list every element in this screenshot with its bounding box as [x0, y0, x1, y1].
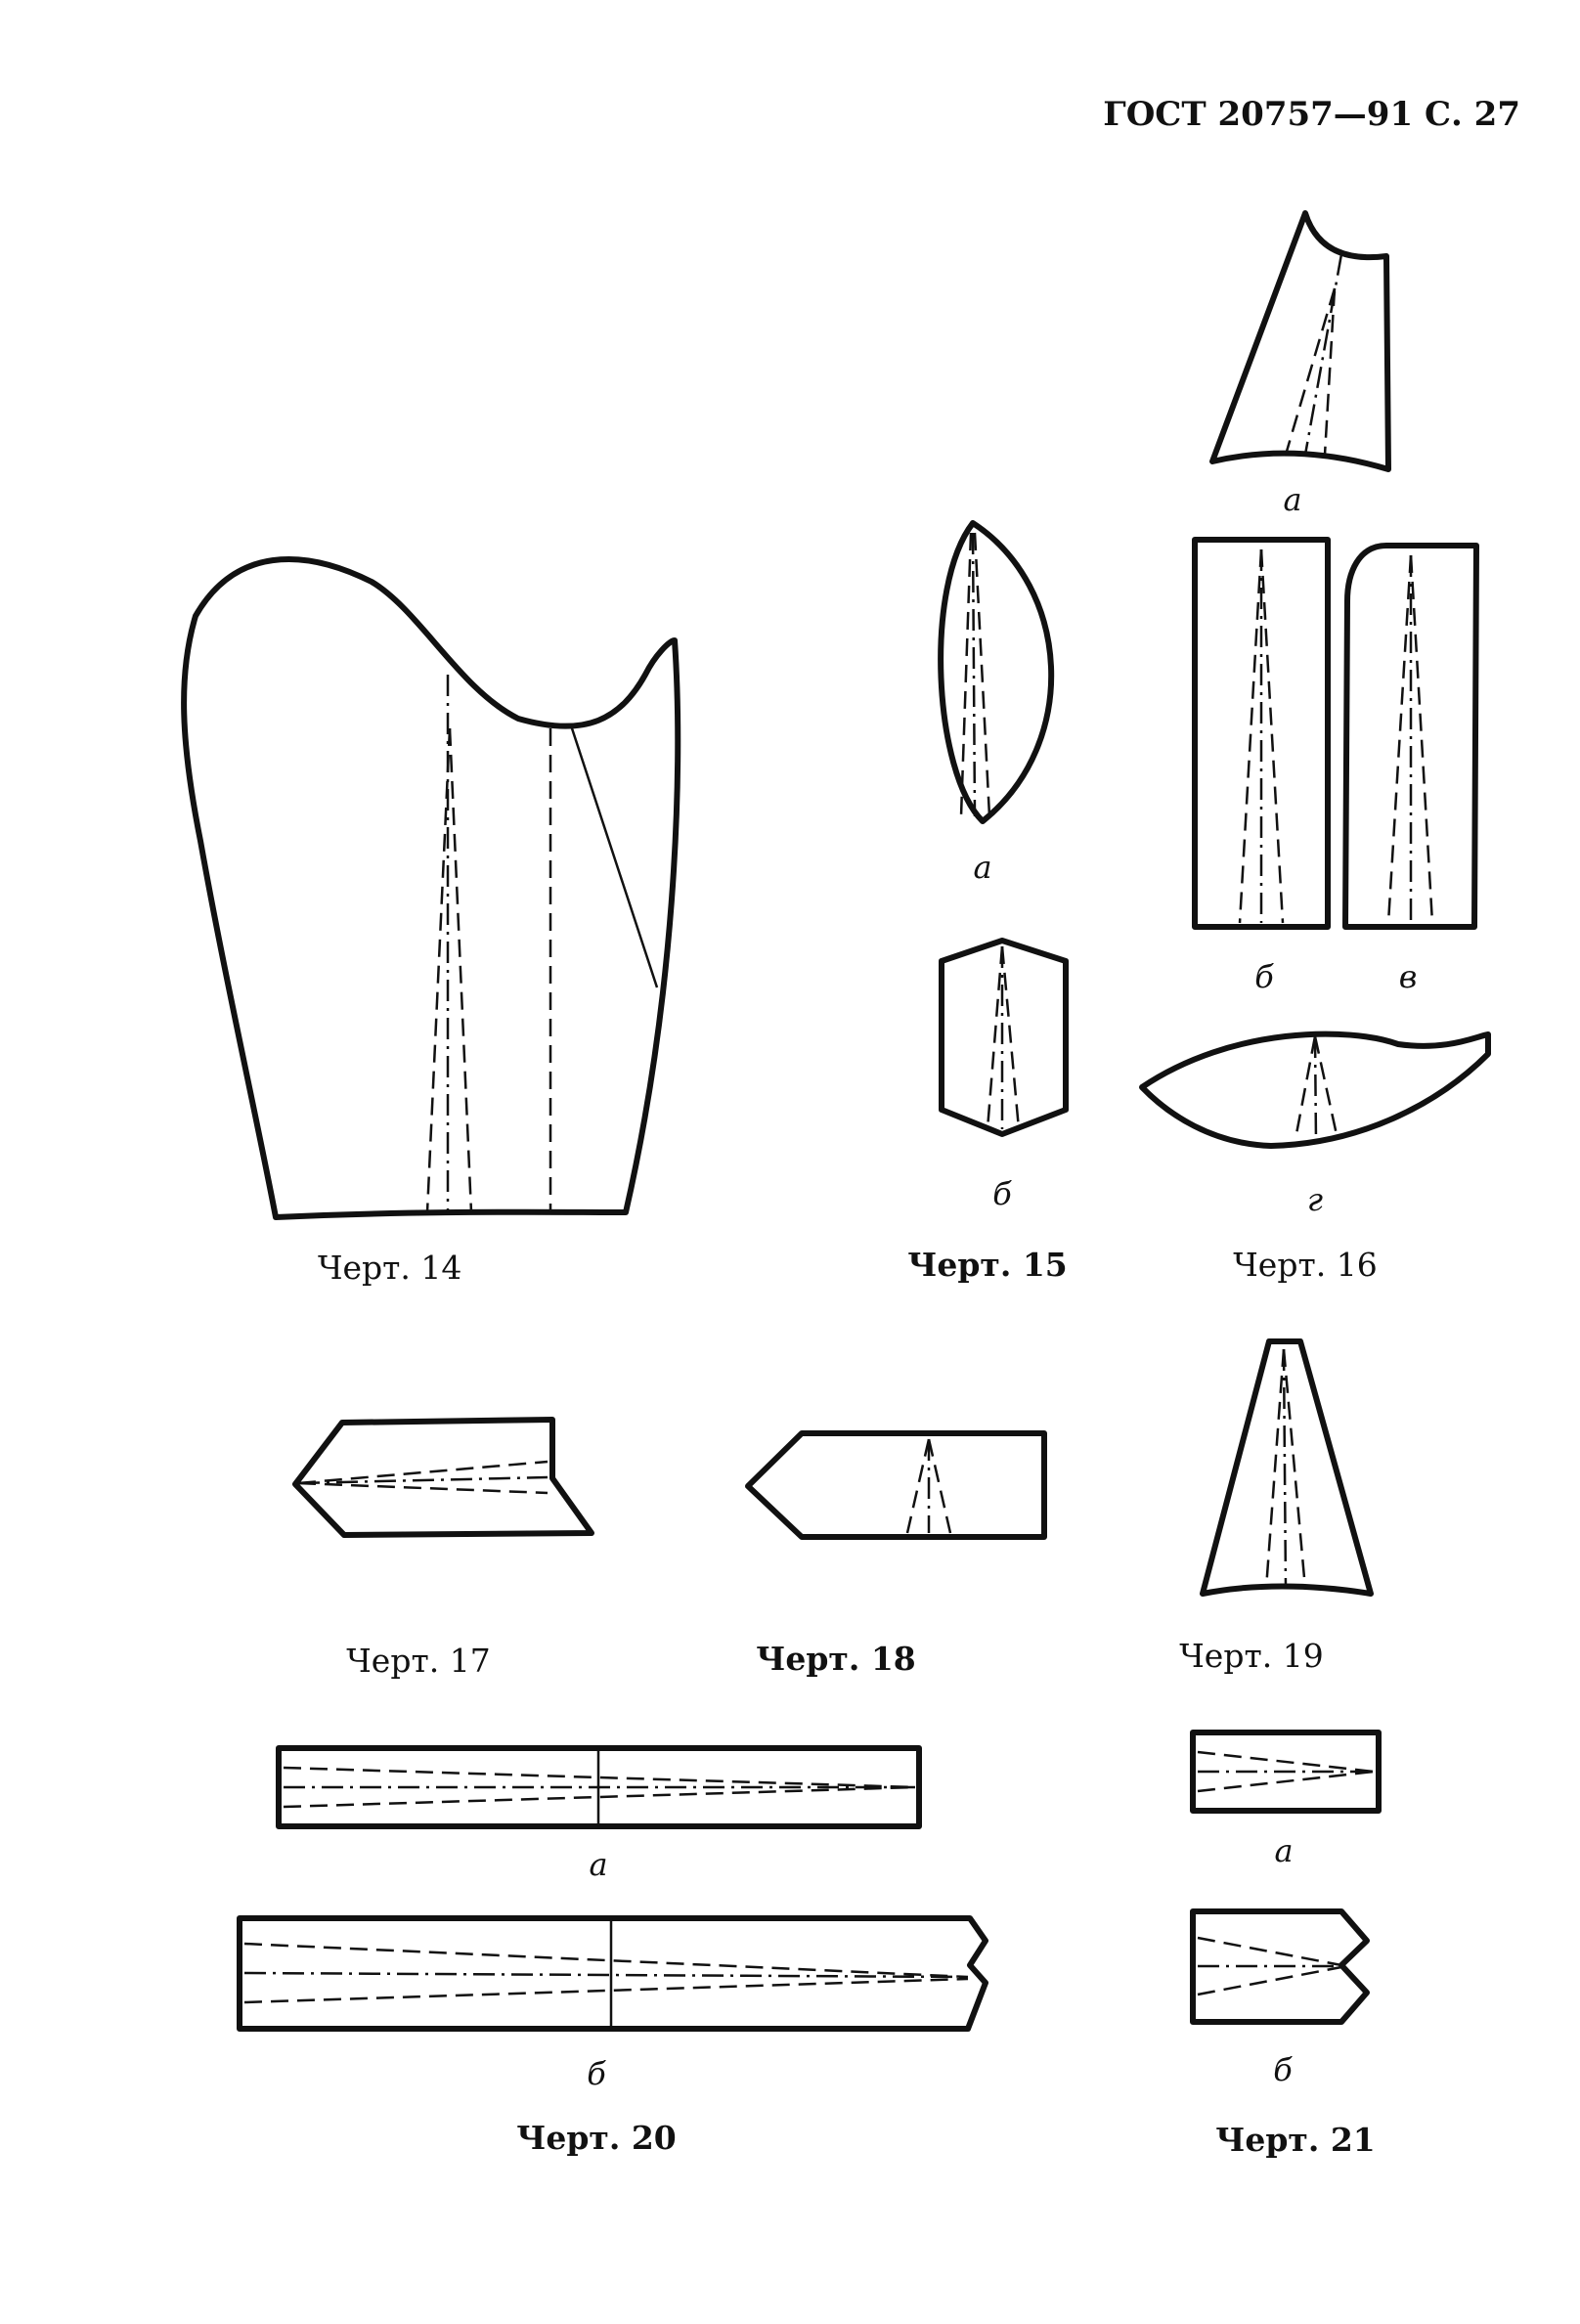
fig19-dart-left — [1266, 1349, 1284, 1589]
page-header: ГОСТ 20757—91 С. 27 — [1103, 95, 1520, 134]
fig16-caption: Черт. 16 — [1233, 1246, 1378, 1284]
fig17-dart-bottom — [298, 1483, 548, 1493]
fig15-caption: Черт. 15 — [907, 1246, 1068, 1284]
figure-14-sleeve-drawing — [184, 559, 678, 1287]
fig16g-dart-right — [1315, 1036, 1338, 1139]
fig16v-dart-left — [1388, 555, 1411, 923]
fig19-axis — [1284, 1349, 1286, 1589]
fig17-caption: Черт. 17 — [346, 1642, 491, 1680]
fig15a-dart-right — [975, 533, 989, 816]
fig21a-dart-top — [1198, 1752, 1374, 1772]
fig21a-label: а — [1274, 1832, 1294, 1869]
fig20b-dart-bottom — [244, 1979, 968, 2002]
fig16g-dart-left — [1295, 1036, 1315, 1139]
fig14-dart-right — [450, 728, 471, 1212]
fig16b-label: б — [1254, 958, 1274, 995]
fig19-caption: Черт. 19 — [1179, 1637, 1324, 1675]
figure-17-drawing — [295, 1420, 592, 1680]
fig15b-label: б — [992, 1175, 1012, 1212]
fig20-caption: Черт. 20 — [516, 2119, 677, 2157]
fig21b-dart-top — [1198, 1938, 1341, 1965]
fig16a-dart-right — [1325, 288, 1335, 455]
fig16v-dart-right — [1411, 555, 1432, 923]
fig20b-label: б — [587, 2055, 606, 2092]
fig14-caption: Черт. 14 — [318, 1249, 462, 1287]
figure-21-drawing — [1193, 1732, 1379, 2159]
figure-19-drawing — [1179, 1341, 1371, 1675]
fig15b-dart-right — [1002, 946, 1019, 1129]
fig18-dart-left — [907, 1439, 929, 1533]
fig20b-dart-top — [244, 1944, 968, 1977]
fig21-caption: Черт. 21 — [1215, 2121, 1376, 2159]
fig20b-axis — [244, 1973, 968, 1977]
fig16a-label: а — [1283, 481, 1302, 518]
figure-15-drawing — [907, 523, 1068, 1284]
fig14-seam-line — [572, 728, 657, 987]
figure-18-drawing — [748, 1433, 1044, 1678]
fig18-outline — [748, 1433, 1044, 1537]
fig16b-dart-right — [1261, 549, 1283, 923]
fig21b-dart-bottom — [1198, 1967, 1341, 1995]
fig15a-label: а — [973, 849, 992, 886]
fig16g-axis — [1315, 1036, 1316, 1142]
fig16a-axis — [1305, 254, 1341, 455]
fig14-outline — [184, 559, 678, 1217]
fig16g-label: г — [1306, 1181, 1324, 1218]
fig18-dart-right — [929, 1439, 950, 1533]
fig21a-dart-bottom — [1198, 1772, 1374, 1791]
fig15b-outline — [942, 941, 1066, 1134]
fig16a-outline — [1212, 213, 1388, 469]
fig15a-dart-left — [961, 533, 971, 816]
fig20a-label: а — [589, 1846, 608, 1883]
fig19-dart-right — [1284, 1349, 1305, 1589]
fig15a-axis — [973, 533, 975, 816]
fig15a-outline — [941, 523, 1051, 821]
fig15b-dart-left — [988, 946, 1002, 1129]
fig18-caption: Черт. 18 — [756, 1640, 916, 1678]
fig14-dart-left — [427, 728, 450, 1212]
fig21b-label: б — [1273, 2051, 1293, 2088]
fig16b-dart-left — [1240, 549, 1261, 923]
fig16v-label: в — [1398, 958, 1418, 995]
figure-20-drawing — [240, 1748, 986, 2157]
figure-16-drawing — [1142, 213, 1488, 1284]
